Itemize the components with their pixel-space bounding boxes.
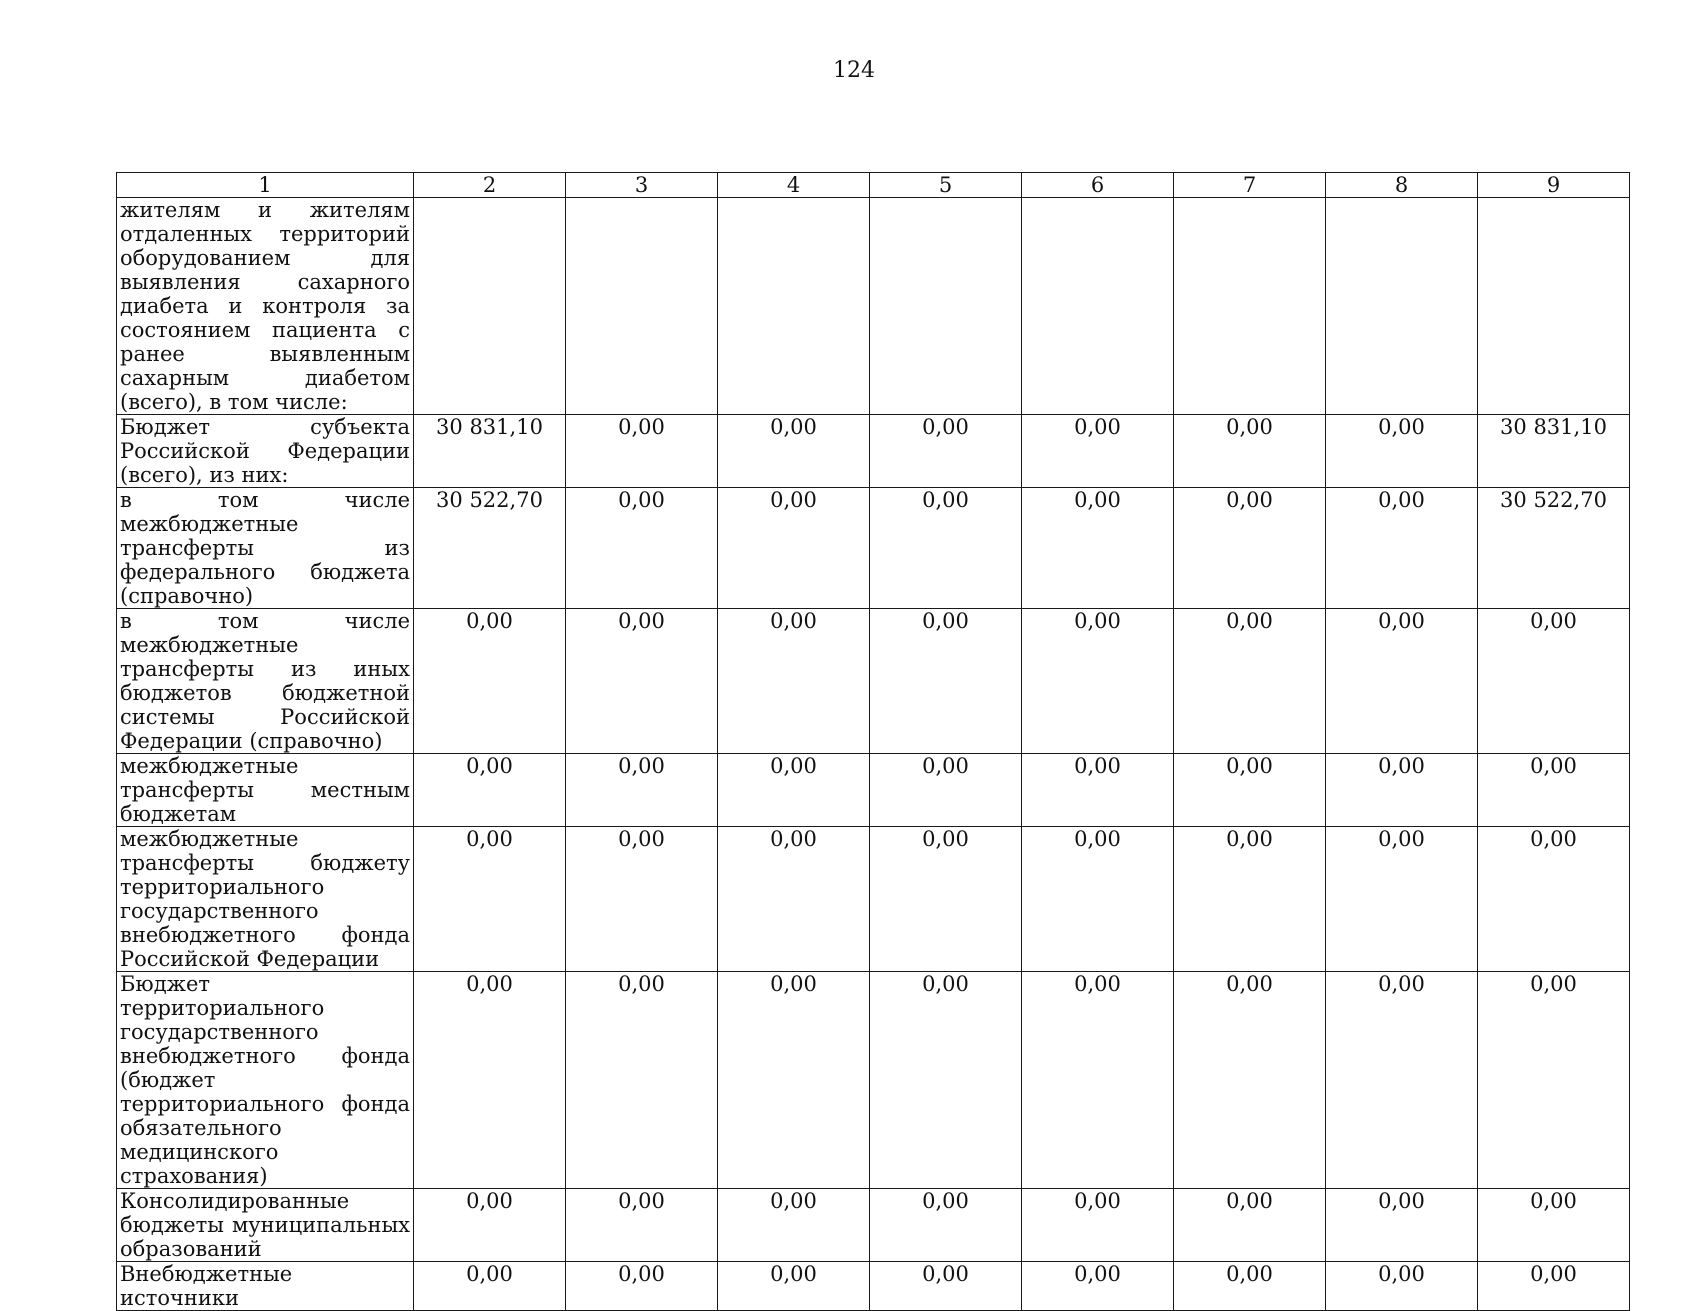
value-cell: 0,00 — [718, 488, 870, 609]
table-row — [117, 1189, 1630, 1262]
value-cell: 0,00 — [718, 754, 870, 827]
value-cell: 0,00 — [1326, 1189, 1478, 1262]
column-header: 3 — [566, 173, 718, 198]
value-cell: 30 831,10 — [1478, 415, 1630, 488]
value-cell: 0,00 — [1478, 754, 1630, 827]
value-cell: 0,00 — [566, 1262, 718, 1311]
value-cell: 0,00 — [1326, 972, 1478, 1189]
column-header: 7 — [1174, 173, 1326, 198]
value-cell: 0,00 — [1022, 488, 1174, 609]
value-cell: 0,00 — [1174, 754, 1326, 827]
value-cell: 0,00 — [414, 609, 566, 754]
page-number: 124 — [833, 58, 875, 83]
table-row — [117, 488, 1630, 609]
value-cell — [1326, 198, 1478, 415]
value-cell: 0,00 — [566, 609, 718, 754]
value-cell: 0,00 — [1022, 827, 1174, 972]
value-cell: 0,00 — [870, 609, 1022, 754]
value-cell: 0,00 — [718, 415, 870, 488]
row-label: Внебюджетные источники — [117, 1262, 414, 1311]
value-cell: 0,00 — [1174, 415, 1326, 488]
table-row — [117, 609, 1630, 754]
value-cell: 0,00 — [1174, 488, 1326, 609]
table-row — [117, 1262, 1630, 1311]
value-cell: 0,00 — [1326, 754, 1478, 827]
value-cell: 0,00 — [566, 827, 718, 972]
value-cell — [718, 198, 870, 415]
row-label: в том числе межбюджетные трансферты из федерального бюджета (справочно) — [117, 488, 414, 609]
value-cell — [1174, 198, 1326, 415]
row-label: жителям и жителям отдаленных территорий оборудованием для выявления сахарного диабета и контроля за состоянием пациента с ранее выявленным сахарным диабетом (всего), в том числе: — [117, 198, 414, 415]
table-row — [117, 754, 1630, 827]
value-cell: 0,00 — [870, 1262, 1022, 1311]
value-cell: 0,00 — [414, 1262, 566, 1311]
value-cell: 0,00 — [870, 754, 1022, 827]
value-cell: 0,00 — [566, 415, 718, 488]
column-header: 6 — [1022, 173, 1174, 198]
value-cell: 0,00 — [718, 609, 870, 754]
row-label: Бюджет территориального государственного внебюджетного фонда (бюджет территориального фонда обязательного медицинского страхования) — [117, 972, 414, 1189]
table-row — [117, 415, 1630, 488]
value-cell: 30 831,10 — [414, 415, 566, 488]
table-row — [117, 198, 1630, 415]
value-cell: 0,00 — [1478, 827, 1630, 972]
value-cell: 0,00 — [1022, 1189, 1174, 1262]
value-cell: 0,00 — [718, 972, 870, 1189]
value-cell: 0,00 — [870, 972, 1022, 1189]
value-cell: 0,00 — [1022, 609, 1174, 754]
value-cell: 0,00 — [718, 1189, 870, 1262]
budget-table — [116, 172, 1630, 1311]
value-cell: 0,00 — [1326, 415, 1478, 488]
value-cell: 0,00 — [566, 1189, 718, 1262]
value-cell: 30 522,70 — [1478, 488, 1630, 609]
value-cell: 0,00 — [870, 827, 1022, 972]
value-cell: 0,00 — [1326, 827, 1478, 972]
value-cell: 0,00 — [414, 972, 566, 1189]
column-header: 5 — [870, 173, 1022, 198]
value-cell: 0,00 — [718, 827, 870, 972]
value-cell — [1478, 198, 1630, 415]
value-cell: 0,00 — [1478, 972, 1630, 1189]
column-header: 1 — [117, 173, 414, 198]
value-cell — [1022, 198, 1174, 415]
table-header-row — [117, 173, 1630, 198]
value-cell: 0,00 — [1174, 609, 1326, 754]
value-cell: 0,00 — [870, 1189, 1022, 1262]
value-cell: 0,00 — [1478, 609, 1630, 754]
row-label: в том числе межбюджетные трансферты из иных бюджетов бюджетной системы Российской Федерации (справочно) — [117, 609, 414, 754]
value-cell: 0,00 — [1022, 1262, 1174, 1311]
value-cell: 0,00 — [1174, 1262, 1326, 1311]
row-label: межбюджетные трансферты местным бюджетам — [117, 754, 414, 827]
table-body — [117, 198, 1630, 1311]
column-header: 2 — [414, 173, 566, 198]
value-cell — [870, 198, 1022, 415]
value-cell — [414, 198, 566, 415]
value-cell: 0,00 — [1022, 754, 1174, 827]
row-label: Консолидированные бюджеты муниципальных образований — [117, 1189, 414, 1262]
value-cell: 0,00 — [1174, 827, 1326, 972]
table-row — [117, 972, 1630, 1189]
value-cell: 0,00 — [1326, 488, 1478, 609]
column-header: 4 — [718, 173, 870, 198]
table-row — [117, 827, 1630, 972]
value-cell: 0,00 — [1022, 415, 1174, 488]
value-cell: 0,00 — [566, 972, 718, 1189]
value-cell: 30 522,70 — [414, 488, 566, 609]
value-cell: 0,00 — [414, 1189, 566, 1262]
value-cell: 0,00 — [1326, 1262, 1478, 1311]
value-cell: 0,00 — [1174, 972, 1326, 1189]
row-label: межбюджетные трансферты бюджету территориального государственного внебюджетного фонда Российской Федерации — [117, 827, 414, 972]
value-cell: 0,00 — [1174, 1189, 1326, 1262]
value-cell — [566, 198, 718, 415]
value-cell: 0,00 — [1326, 609, 1478, 754]
value-cell: 0,00 — [414, 754, 566, 827]
value-cell: 0,00 — [414, 827, 566, 972]
value-cell: 0,00 — [1478, 1189, 1630, 1262]
value-cell: 0,00 — [870, 415, 1022, 488]
value-cell: 0,00 — [870, 488, 1022, 609]
value-cell: 0,00 — [1478, 1262, 1630, 1311]
value-cell: 0,00 — [566, 754, 718, 827]
column-header: 8 — [1326, 173, 1478, 198]
value-cell: 0,00 — [1022, 972, 1174, 1189]
value-cell: 0,00 — [566, 488, 718, 609]
value-cell: 0,00 — [718, 1262, 870, 1311]
column-header: 9 — [1478, 173, 1630, 198]
row-label: Бюджет субъекта Российской Федерации (всего), из них: — [117, 415, 414, 488]
